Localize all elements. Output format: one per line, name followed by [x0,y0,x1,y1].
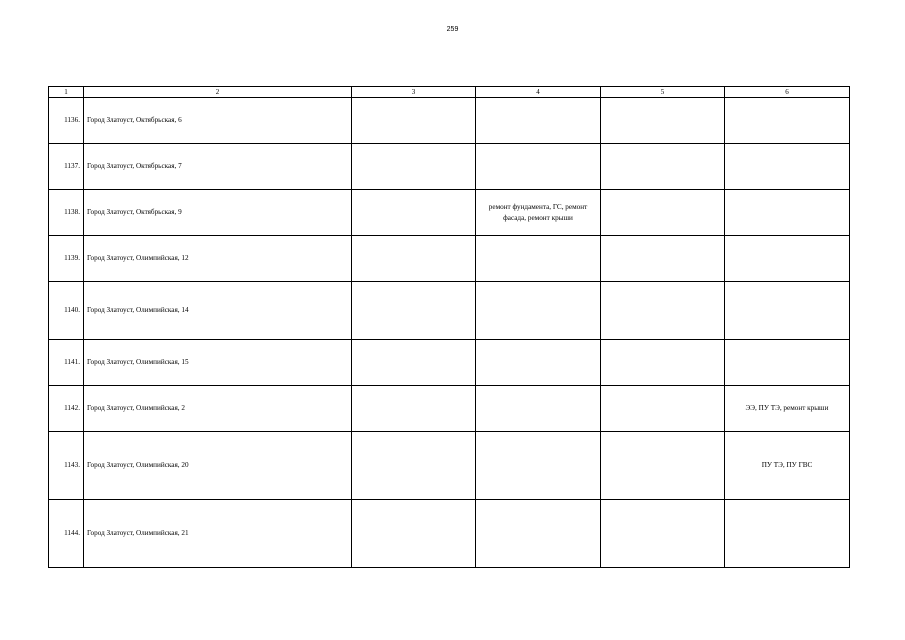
row-cell-5 [601,340,725,386]
row-cell-5 [601,500,725,568]
row-number: 1142. [49,386,84,432]
row-cell-6: ЭЭ, ПУ ТЭ, ремонт крыши [725,386,850,432]
row-cell-4 [476,144,601,190]
column-header-3: 3 [352,87,476,98]
row-cell-6 [725,98,850,144]
column-header-5: 5 [601,87,725,98]
row-cell-4 [476,386,601,432]
row-cell-6 [725,500,850,568]
row-address: Город Златоуст, Олимпийская, 12 [84,236,352,282]
row-cell-5 [601,144,725,190]
header-row [49,87,850,98]
row-cell-6 [725,144,850,190]
row-cell-5 [601,386,725,432]
table-row [49,282,850,340]
row-cell-3 [352,500,476,568]
row-number: 1143. [49,432,84,500]
page-number: 259 [446,26,459,33]
row-cell-4 [476,340,601,386]
row-address: Город Златоуст, Олимпийская, 21 [84,500,352,568]
row-cell-3 [352,190,476,236]
table-row [49,386,850,432]
row-number: 1137. [49,144,84,190]
table-row [49,500,850,568]
row-cell-6 [725,236,850,282]
row-cell-4 [476,236,601,282]
row-number: 1139. [49,236,84,282]
row-cell-3 [352,236,476,282]
row-address: Город Златоуст, Олимпийская, 14 [84,282,352,340]
row-cell-4 [476,500,601,568]
row-address: Город Златоуст, Олимпийская, 20 [84,432,352,500]
row-number: 1140. [49,282,84,340]
table-row [49,236,850,282]
row-cell-5 [601,98,725,144]
row-cell-5 [601,282,725,340]
table-row [49,190,850,236]
table-row [49,432,850,500]
row-cell-4 [476,98,601,144]
row-address: Город Златоуст, Октябрьская, 6 [84,98,352,144]
works-table [48,86,850,568]
row-address: Город Златоуст, Олимпийская, 2 [84,386,352,432]
row-number: 1144. [49,500,84,568]
row-cell-3 [352,98,476,144]
row-cell-6 [725,282,850,340]
row-cell-6 [725,190,850,236]
column-header-2: 2 [84,87,352,98]
row-address: Город Златоуст, Октябрьская, 7 [84,144,352,190]
row-number: 1136. [49,98,84,144]
row-cell-6 [725,340,850,386]
row-cell-5 [601,432,725,500]
table-row [49,98,850,144]
row-cell-4 [476,432,601,500]
column-header-4: 4 [476,87,601,98]
row-cell-3 [352,386,476,432]
row-cell-4 [476,282,601,340]
row-number: 1141. [49,340,84,386]
row-number: 1138. [49,190,84,236]
row-cell-6: ПУ ТЭ, ПУ ГВС [725,432,850,500]
table-row [49,340,850,386]
row-address: Город Златоуст, Олимпийская, 15 [84,340,352,386]
row-cell-3 [352,144,476,190]
row-cell-3 [352,340,476,386]
row-address: Город Златоуст, Октябрьская, 9 [84,190,352,236]
column-header-6: 6 [725,87,850,98]
row-cell-4: ремонт фундамента, ГС, ремонт фасада, ремонт крыши [476,190,601,236]
row-cell-3 [352,282,476,340]
table-row [49,144,850,190]
row-cell-3 [352,432,476,500]
row-cell-5 [601,236,725,282]
column-header-1: 1 [49,87,84,98]
row-cell-5 [601,190,725,236]
